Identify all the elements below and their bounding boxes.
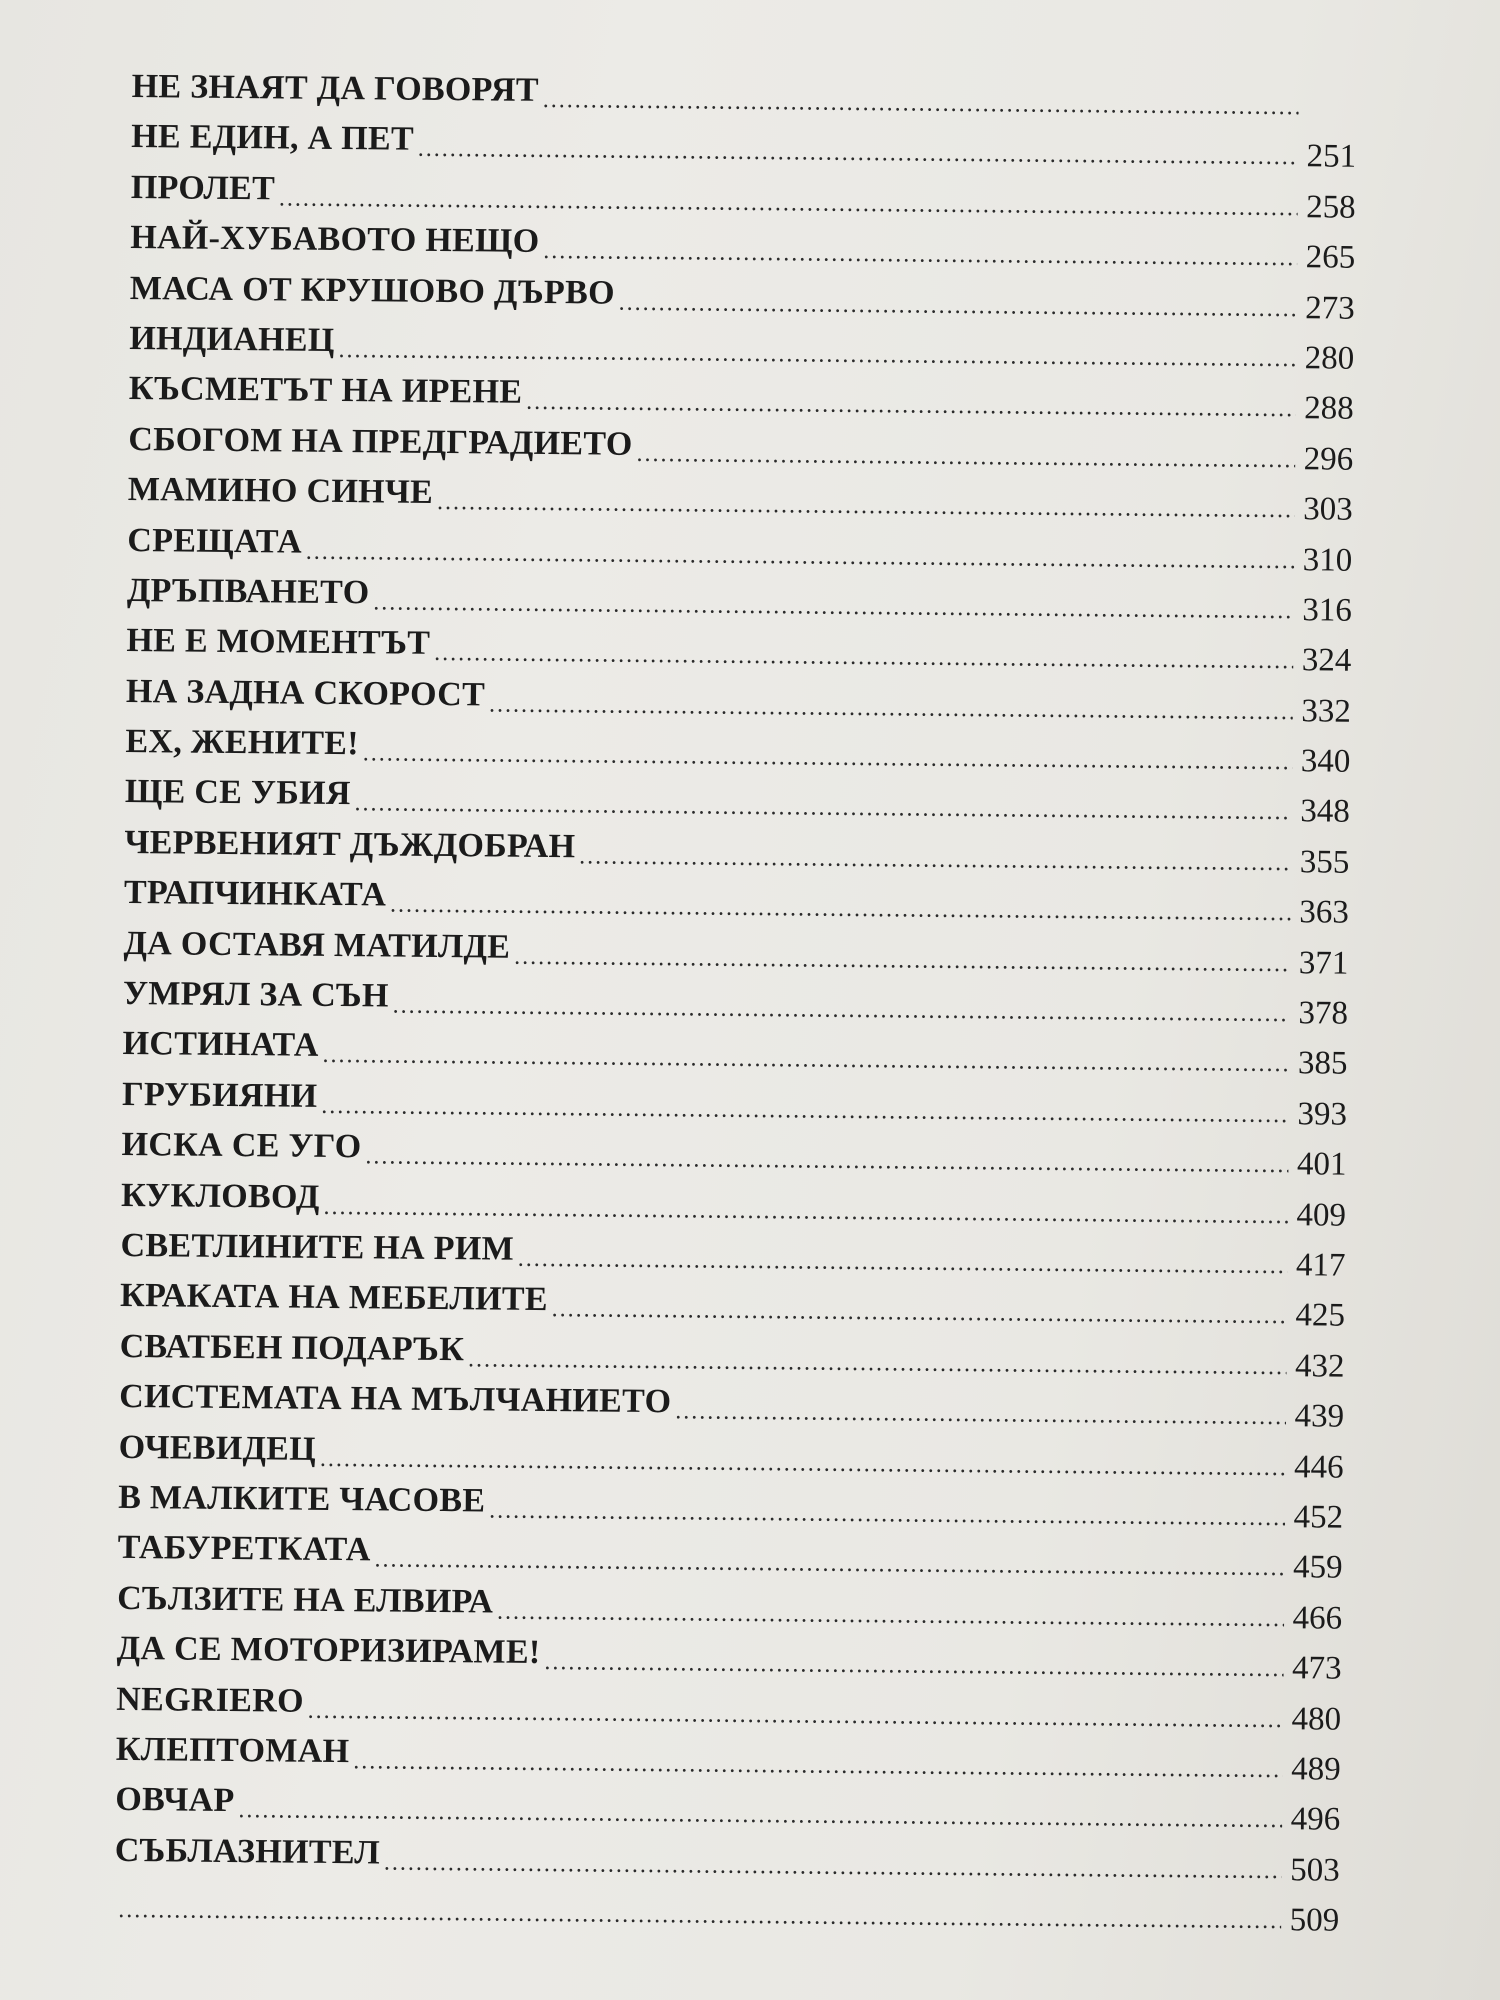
entry-title: МАСА ОТ КРУШОВО ДЪРВО bbox=[129, 269, 616, 312]
entry-page-number: 296 bbox=[1303, 441, 1354, 478]
entry-title: СРЕЩАТА bbox=[127, 521, 303, 561]
entry-page-number: 446 bbox=[1293, 1448, 1344, 1486]
entry-page-number: 473 bbox=[1291, 1650, 1342, 1687]
entry-title: НЕ ЕДИН, А ПЕТ bbox=[131, 118, 415, 159]
entry-page-number: 496 bbox=[1290, 1801, 1341, 1838]
dot-leader bbox=[552, 1284, 1288, 1341]
entry-page-number: 371 bbox=[1298, 944, 1349, 982]
entry-title: ЩЕ СЕ УБИЯ bbox=[124, 773, 351, 813]
entry-page-number: 355 bbox=[1299, 844, 1350, 881]
entry-page-number: 251 bbox=[1306, 138, 1357, 176]
dot-leader bbox=[543, 75, 1299, 133]
dot-leader bbox=[526, 377, 1296, 435]
entry-page-number: 378 bbox=[1298, 995, 1349, 1032]
dot-leader bbox=[579, 831, 1292, 888]
entry-page-number: 439 bbox=[1294, 1398, 1345, 1435]
entry-title: НА ЗАДНА СКОРОСТ bbox=[125, 672, 486, 714]
entry-page-number: 425 bbox=[1295, 1297, 1346, 1335]
entry-title: КРАКАТА НА МЕБЕЛИТЕ bbox=[119, 1277, 549, 1319]
entry-page-number: 265 bbox=[1305, 239, 1356, 276]
dot-leader bbox=[675, 1386, 1286, 1442]
entry-title: ИСКА СЕ УГО bbox=[121, 1126, 362, 1166]
entry-title: СВАТБЕН ПОДАРЪК bbox=[119, 1327, 465, 1369]
dot-leader bbox=[365, 1131, 1289, 1190]
entry-title: ЕХ, ЖЕНИТЕ! bbox=[125, 723, 360, 763]
entry-title: СИСТЕМАТА НА МЪЛЧАНИЕТО bbox=[119, 1378, 672, 1421]
entry-page-number: 273 bbox=[1305, 289, 1355, 327]
entry-title: ДА ОСТАВЯ МАТИЛДЕ bbox=[123, 924, 511, 966]
entry-title: NEGRIERO bbox=[116, 1680, 305, 1720]
entry-title: КЪСМЕТЪТ НА ИРЕНЕ bbox=[128, 370, 523, 412]
entry-page-number: 363 bbox=[1299, 894, 1350, 931]
dot-leader bbox=[518, 1234, 1288, 1292]
entry-page-number: 393 bbox=[1297, 1096, 1348, 1133]
entry-page-number: 409 bbox=[1296, 1196, 1347, 1234]
table-of-contents bbox=[114, 62, 1357, 1938]
dot-leader bbox=[437, 477, 1295, 536]
entry-title: НЕ Е МОМЕНТЪТ bbox=[126, 622, 431, 663]
entry-title: ТРАПЧИНКАТА bbox=[123, 874, 387, 914]
entry-page-number: 348 bbox=[1300, 793, 1351, 831]
entry-title: СБОГОМ НА ПРЕДГРАДИЕТО bbox=[128, 420, 633, 463]
dot-leader bbox=[338, 325, 1296, 385]
entry-page-number: 432 bbox=[1294, 1347, 1345, 1385]
dot-leader bbox=[392, 981, 1290, 1040]
entry-page-number: 480 bbox=[1291, 1700, 1342, 1738]
dot-leader bbox=[619, 277, 1297, 334]
entry-title: В МАЛКИТЕ ЧАСОВЕ bbox=[118, 1478, 486, 1520]
dot-leader bbox=[353, 1736, 1283, 1795]
dot-leader bbox=[374, 1535, 1284, 1594]
dot-leader bbox=[434, 628, 1294, 687]
dot-leader bbox=[468, 1334, 1287, 1392]
entry-page-number: 503 bbox=[1290, 1851, 1340, 1889]
entry-title: ОЧЕВИДЕЦ bbox=[118, 1428, 317, 1468]
dot-leader bbox=[514, 931, 1291, 989]
entry-page-number: 310 bbox=[1302, 541, 1353, 579]
entry-page-number: 417 bbox=[1295, 1247, 1346, 1284]
entry-title: СВЕТЛИНИТЕ НА РИМ bbox=[120, 1226, 515, 1268]
entry-title: ТАБУРЕТКАТА bbox=[117, 1529, 371, 1569]
entry-page-number: 332 bbox=[1301, 692, 1351, 730]
entry-title: ИСТИНАТА bbox=[122, 1025, 319, 1065]
entry-page-number: 452 bbox=[1293, 1499, 1344, 1536]
entry-page-number: 303 bbox=[1303, 491, 1353, 528]
dot-leader bbox=[636, 429, 1295, 486]
entry-title: КУКЛОВОД bbox=[120, 1176, 320, 1216]
dot-leader bbox=[390, 880, 1291, 939]
entry-page-number: 324 bbox=[1301, 642, 1352, 680]
entry-title: СЪБЛАЗНИТЕЛ bbox=[114, 1831, 381, 1872]
entry-page-number: 340 bbox=[1300, 743, 1351, 780]
entry-page-number: 466 bbox=[1292, 1599, 1343, 1637]
entry-title: МАМИНО СИНЧЕ bbox=[127, 471, 434, 512]
dot-leader bbox=[354, 779, 1292, 838]
entry-title: ИНДИАНЕЦ bbox=[129, 319, 335, 359]
entry-page-number: 385 bbox=[1297, 1045, 1348, 1083]
entry-page-number: 258 bbox=[1305, 189, 1356, 226]
dot-leader bbox=[279, 173, 1298, 233]
entry-title: УМРЯЛ ЗА СЪН bbox=[122, 974, 389, 1015]
entry-page-number: 509 bbox=[1289, 1902, 1340, 1939]
dot-leader bbox=[489, 1485, 1285, 1543]
entry-title: ОВЧАР bbox=[115, 1781, 235, 1820]
dot-leader bbox=[373, 577, 1294, 636]
entry-page-number: 489 bbox=[1290, 1751, 1341, 1788]
dot-leader bbox=[320, 1433, 1286, 1493]
dot-leader bbox=[418, 124, 1299, 183]
entry-title: ДА СЕ МОТОРИЗИРАМЕ! bbox=[116, 1630, 541, 1672]
dot-leader bbox=[384, 1837, 1282, 1896]
entry-page-number: 401 bbox=[1296, 1146, 1347, 1183]
entry-title: СЪЛЗИТЕ НА ЕЛВИРА bbox=[117, 1579, 494, 1621]
dot-leader bbox=[322, 1030, 1289, 1090]
dot-leader bbox=[363, 728, 1293, 787]
dot-leader bbox=[321, 1081, 1289, 1141]
entry-page-number: 280 bbox=[1304, 340, 1355, 377]
entry-title: ПРОЛЕТ bbox=[130, 168, 276, 208]
dot-leader bbox=[543, 226, 1297, 284]
dot-leader bbox=[497, 1586, 1284, 1644]
entry-page-number bbox=[1301, 116, 1357, 117]
dot-leader bbox=[323, 1181, 1288, 1241]
entry-title: НЕ ЗНАЯТ ДА ГОВОРЯТ bbox=[131, 67, 540, 109]
entry-page-number: 459 bbox=[1292, 1549, 1343, 1587]
dot-leader bbox=[544, 1637, 1284, 1695]
entry-title: ЧЕРВЕНИЯТ ДЪЖДОБРАН bbox=[124, 823, 576, 866]
entry-title: ГРУБИЯНИ bbox=[121, 1075, 318, 1115]
entry-page-number: 316 bbox=[1302, 592, 1352, 629]
entry-title: НАЙ-ХУБАВОТО НЕЩО bbox=[130, 219, 540, 261]
dot-leader bbox=[118, 1885, 1281, 1947]
entry-title: КЛЕПТОМАН bbox=[115, 1730, 350, 1771]
dot-leader bbox=[489, 679, 1293, 737]
entry-title: ДРЪПВАНЕТО bbox=[126, 571, 370, 612]
entry-page-number: 288 bbox=[1304, 390, 1354, 428]
